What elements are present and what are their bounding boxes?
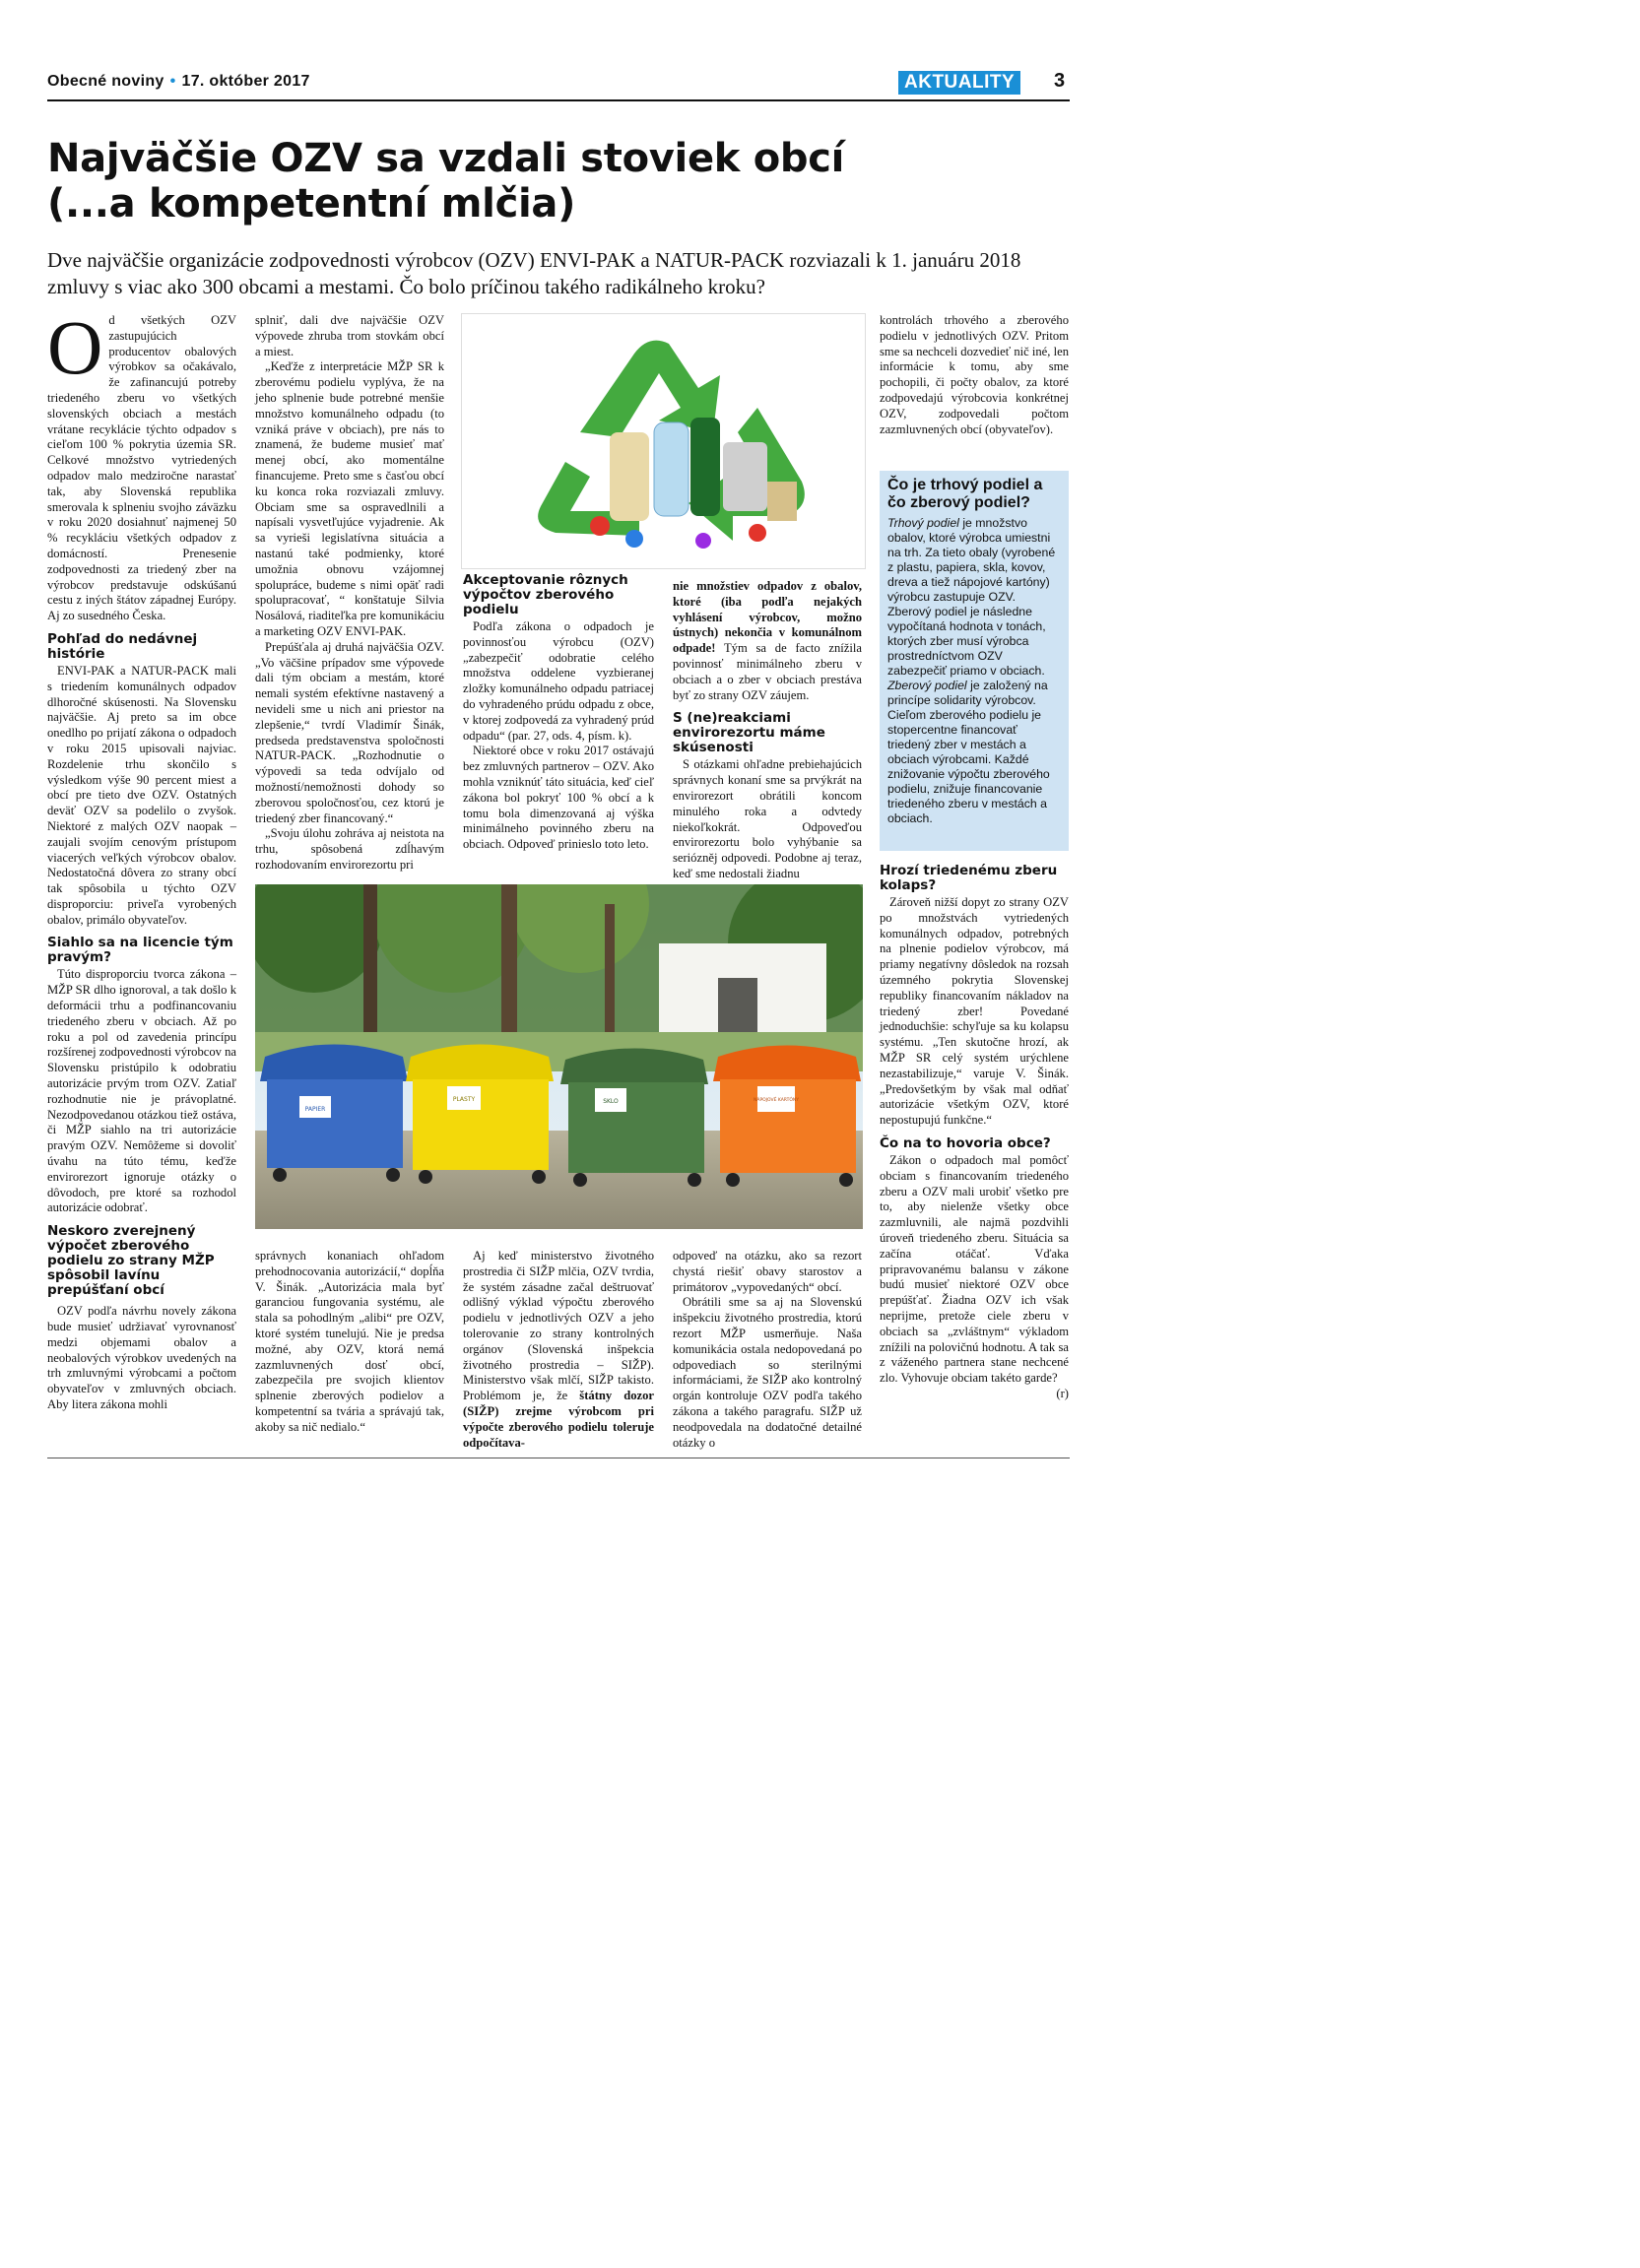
subheading: Čo na to hovoria obce? [880, 1134, 1051, 1151]
column-2 [255, 313, 444, 874]
column-1 [47, 304, 236, 1413]
paragraph: S otázkami ohľadne prebiehajúcich správnych konaní sme sa prvýkrát na envirorezort obrátili koncom minulého roka a odvtedy niekoľkokrát. Odpoveďou envirorezortu bolo vyhýbanie sa seriózněj odpovedi. Podobne aj teraz, keď sme nedostali žiadnu [673, 757, 862, 880]
header-rule [47, 99, 1070, 101]
paragraph: ENVI-PAK a NATUR-PACK mali s triedením komunálnych odpadov dlhoročné skúsenosti. Na Slovensku najväčšie. Aj preto sa im obce onedlho po prijatí zákona o odpadoch v roku 2015 upisovali najviac. Rozdelenie trhu skončilo s výsledkom výše 90 percent miest a obcí pre tieto dve OZV. Ostatných deväť OZV sa podelilo o zvyšok. Niektoré z malých OZV naopak – zaujali svojím cenovým prístupom viacerých veľkých výrobcov obalov. Nedostatočná dôvera zo strany obcí tak spôsobila u týchto OZV disproporciu: priveľa vyrobených obalov, primálo obyvateľov. [47, 663, 236, 927]
orange-bin [713, 1046, 861, 1188]
column-5-top [880, 313, 1069, 437]
section-label: AKTUALITY [898, 71, 1020, 95]
info-box-title: Čo je trhový podiel a čo zberový podiel? [887, 477, 1043, 511]
subheading: S (ne)reakciami envirorezortu máme skúsenosti [673, 710, 825, 756]
recycle-symbol-icon [462, 314, 865, 568]
blue-bin [260, 1045, 408, 1183]
waste-bins-image [255, 884, 863, 1229]
column-2-bottom [255, 1249, 444, 1436]
paragraph: správnych konaniach ohľadom prehodnocovania autorizácií,“ dopĺňa V. Šinák. „Autorizácia mala byť garanciou fungovania systému, ale stala sa pohodlným „alibi“ pre OZV, ktoré systém tunelujú. Nie je predsa možné, aby OZV, ktorá nemá zazmluvnených dosť obcí, zabezpečila pre svojich klientov splnenie zberových podielov a kompetentní sa tvária a správajú tak, akoby sa nič nedialo.“ [255, 1249, 444, 1434]
paragraph: splniť, dali dve najväčšie OZV výpovede zhruba trom stovkám obcí a miest. [255, 313, 444, 358]
drop-cap: O [47, 304, 103, 390]
bin-label-glass: SKLO [603, 1098, 619, 1105]
title-line-1: Najväčšie OZV sa vzdali stoviek obcí [47, 136, 845, 181]
article-title [47, 136, 1072, 227]
yellow-bin [406, 1045, 554, 1185]
subheading: Akceptovanie rôznych výpočtov zberového podielu [463, 572, 628, 617]
paragraph: nie množstiev odpadov z obalov, ktoré (iba podľa nejakých vyhlásení výrobcov, možno ústnych) nekončia v komunálnom odpade! Tým sa de facto znížila povinnosť minimálneho zberu v obciach a o zber v obciach prestáva byť zo strany OZV záujem. [673, 579, 862, 702]
subheading: Siahlo sa na licencie tým pravým? [47, 935, 233, 966]
publication-name: Obecné noviny [47, 73, 164, 90]
column-3-bottom [463, 1249, 654, 1451]
recycling-image [461, 313, 866, 569]
paragraph: „Keďže z interpretácie MŽP SR k zberovému podielu vyplýva, že na jeho splnenie bude potrebné menšie množstvo komunálneho odpadu (to vzniká práve v obciach), pre nás to znamená, že budeme musieť mať menej obcí, ako momentálne financujeme. Preto sme s časťou obcí ku konca roka rozviazali zmluvy. Obciam sme sa ospravedlnili a napísali vysvetľujúce vyjadrenie. Ak sa vyrieši legislatívna situácia a nastanú také podmienky, ktoré umožnia obnovu vzájomnej spolupráce, budeme s nimi opäť radi spolupracovať, “ konštatuje Silvia Nosálová, riaditeľka pre komunikáciu a marketing OZV ENVI-PAK. [255, 359, 444, 638]
paragraph: Zároveň nižší dopyt zo strany OZV po množstvách vytriedených komunálnych odpadov, potrebných na plnenie podielov výrobcov, má priamy negatívny dôsledok na rozsah územného pokrytia Slovenskej republiky financovaním nákladov na triedený zber! Povedané jednoduchšie: schyľuje sa ku kolapsu systému. „Ten skutočne hrozí, ak MŽP SR celý systém urýchlene nezastabilizuje,“ varuje V. Šinák. „Predovšetkým by však mal odňať autorizácie všetkým OZV, ktoré nepostupujú funkčne.“ [880, 895, 1069, 1128]
info-box-text-2: Zberový podiel je založený na princípe solidarity výrobcov. Cieľom zberového podielu je stopercentne financovať triedený zber v mestách a obciach výrobcami. Každé znižovanie výpočtu zberového podielu, znižuje financovanie triedeného zberu v mestách a obciach. [887, 679, 1050, 825]
paragraph: OZV podľa návrhu novely zákona bude musieť udržiavať vyrovnanosť medzi objemami obalov a neobalových výrobkov uvedených na trh zmluvnými výrobcami a počtom obyvateľov v zmluvných obciach. Aby litera zákona mohli [47, 1304, 236, 1412]
separator-dot: • [169, 73, 176, 90]
column-3 [463, 571, 654, 853]
paragraph: Od všetkých OZV zastupujúcich producentov obalových výrobkov sa očakávalo, že zafinancujú potreby triedeného zberu vo všetkých slovenských obciach a mestách vrátane recyklácie týchto odpadov s cieľom 100 % pokrytia územia SR. Celkové množstvo vytriedených odpadov malo medziročne narastať tak, aby Slovenská republika smerovala k splneniu svojho záväzku v roku 2020 dosiahnuť najmenej 50 % recykláciu všetkých odpadov z domácností. Prenesenie zodpovednosti za triedený zber na výrobcov predstavuje odskúšanú cestu z iných štátov západnej Európy. Aj zo susedného Česka. [47, 304, 236, 623]
author-signature: (r) [1056, 1386, 1069, 1400]
bin-label-paper: PAPIER [304, 1106, 326, 1113]
info-box [880, 471, 1069, 851]
bin-label-beverage-cartons: NÁPOJOVÉ KARTÓNY [754, 1098, 799, 1103]
paragraph: Niektoré obce v roku 2017 ostávajú bez zmluvných partnerov – OZV. Ako mohla vzniknúť táto situácia, keď cieľ zákona bol pokryť 100 % obcí a k tomu bola dimenzovaná aj výška minimálneho povinného zberu na obciach. Odpoveď prinieslo toto leto. [463, 744, 654, 852]
waste-bins-photo [255, 884, 863, 1229]
bin-label-plastics: PLASTY [452, 1096, 476, 1103]
paragraph: Aj keď ministerstvo životného prostredia či SIŽP mlčia, OZV tvrdia, že systém zásadne začal deštruovať odlišný výklad výpočtu zberového podielu v jednotlivých OZV a jeho tolerovanie zo strany kontrolných orgánov (Slovenská inšpekcia životného prostredia – SIŽP). Ministerstvo však mlčí, SIŽP takisto. Problémom je, že štátny dozor (SIŽP) zrejme výrobcom pri výpočte zberového podielu toleruje odpočítava- [463, 1249, 654, 1450]
paragraph: Prepúšťala aj druhá najväčšia OZV. „Vo väčšine prípadov sme výpovede dali tým obciam a mestám, ktoré nemali systém efektívne nastavený a nevideli sme u nich ani priestor na zlepšenie,“ tvrdí Vladimír Šinák, predseda predstavenstva spoločnosti NATUR-PACK. „Rozhodnutie o výpovedi sa teda odvíjalo od možností/nemožnosti dohody so zberovou spoločnosťou, cez ktorú je triedený zber financovaný.“ [255, 639, 444, 825]
paragraph: Zákon o odpadoch mal pomôcť obciam s financovaním triedeného zberu a OZV mali urobiť všetko pre to, aby nielenže všetky obce zazmluvnili, ale najmä pozdvihli úroveň triedeného zberu. Situácia sa začína otáčať. Vďaka pripravovanému balansu v zákone budú musieť niektoré OZV obce prepúšťať. Žiadna OZV ich však neprijme, pretože ciele zberu v obciach sa „zvláštnym“ výkladom znížili na polovičnú hodnotu. A tak sa z váženého partnera stane nechcené zlo. Vyhovuje obciam takéto garde? [880, 1152, 1069, 1386]
column-4-bottom [673, 1249, 862, 1451]
paragraph: odpoveď na otázku, ako sa rezort chystá riešiť obavy starostov a primátorov „vypovedaných“ obcí. [673, 1249, 862, 1294]
page-number: 3 [1054, 70, 1066, 92]
column-5-bottom [880, 862, 1069, 1402]
info-box-text-1: Trhový podiel je množstvo obalov, ktoré výrobca umiestni na trh. Za tieto obaly (vyrobené z plastu, papiera, skla, kovov, dreva a tiež nápojové kartóny) výrobcu zastupuje OZV. Zberový podiel je následne vypočítaná hodnota v tonách, ktorých zber musí výrobca prostredníctvom OZV zabezpečiť priamo v obciach. [887, 516, 1056, 678]
column-4 [673, 579, 862, 882]
title-line-2: (...a kompetentní mlčia) [47, 181, 576, 227]
green-bin [560, 1049, 708, 1188]
paragraph: Obrátili sme sa aj na Slovenskú inšpekciu životného prostredia, ktorú rezort MŽP usmerňuje. Naša komunikácia ostala nedopovedaná po odpovediach so sterilnými informáciami, že SIŽP ako kontrolný orgán kontroluje OZV podľa takého zákona a takého paragrafu. SIŽP už neodpovedala na dodatočné detailné otázky o [673, 1295, 862, 1450]
paragraph: Túto disproporciu tvorca zákona – MŽP SR dlho ignoroval, a tak došlo k deformácii trhu a podfinancovaniu triedeného zberu v obciach. Až po roku a pol od zavedenia princípu rozšírenej zodpovednosti výrobcov na Slovensku pristúpilo k odobratiu autorizácie prvým trom OZV. Zatiaľ rozhodnutie nie je právoplatné. Nezodpovedanou otázkou tiež ostáva, či MŽP siahlo na tri autorizácie pravým OZV. Nemôžeme si dovoliť úvahu na túto tému, keďže envirorezort ignoruje otázky o dôvodoch, pre ktoré sa rozhodol autorizácie odobrať. [47, 967, 236, 1215]
paragraph: „Svoju úlohu zohráva aj neistota na trhu, spôsobená zdĺhavým rozhodovaním envirorezortu pri [255, 826, 444, 872]
paragraph: kontrolách trhového a zberového podielu v jednotlivých OZV. Pritom sme sa nechceli dozvedieť nič iné, len informácie k tomu, aby sme pochopili, či počty obalov, za ktoré zodpovedajú výrobcovia konkrétnej OZV, zodpovedali počtom zazmluvnených obcí (obyvateľov). [880, 313, 1069, 436]
article-lead: Dve najväčšie organizácie zodpovednosti výrobcov (OZV) ENVI-PAK a NATUR-PACK rozviazali k 1. januáru 2018 zmluvy s viac ako 300 obcami a mestami. Čo bolo príčinou takého radikálneho kroku? [47, 248, 1021, 298]
subheading: Hrozí triedenému zberu kolaps? [880, 863, 1058, 893]
subheading: Neskoro zverejnený výpočet zberového podielu zo strany MŽP spôsobil lavínu prepúšťaní obcí [47, 1223, 215, 1299]
issue-date: 17. október 2017 [181, 73, 310, 90]
subheading: Pohľad do nedávnej histórie [47, 630, 198, 662]
masthead [47, 73, 310, 91]
paragraph: Podľa zákona o odpadoch je povinnosťou výrobcu (OZV) „zabezpečiť odobratie celého množstva oddelene vyzbieranej zložky komunálneho odpadu patriacej do vyhradeného prúdu odpadu z obce, v ktorej zodpovedá za vyhradený prúd odpadu“ (par. 27, ods. 4, písm. k). [463, 619, 654, 743]
